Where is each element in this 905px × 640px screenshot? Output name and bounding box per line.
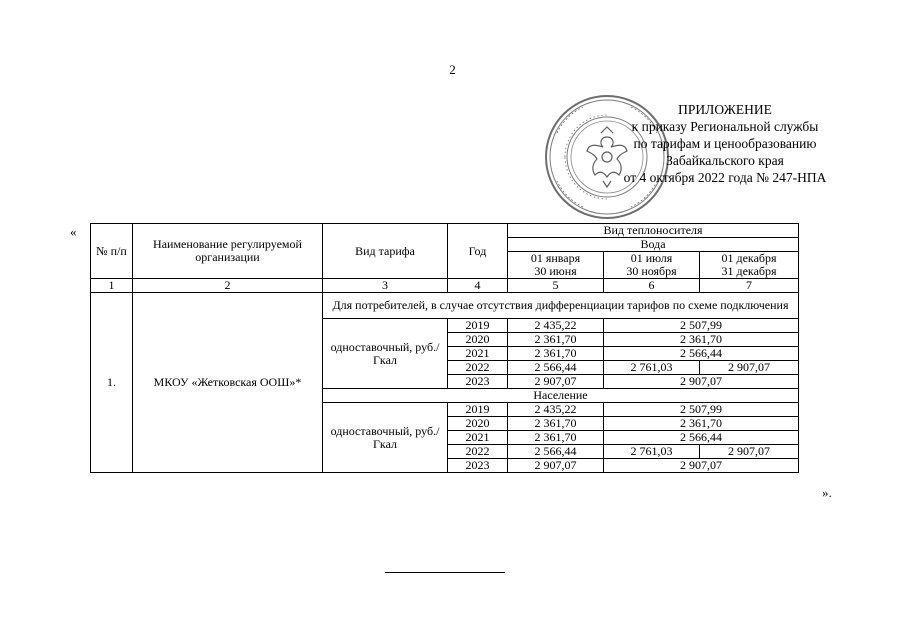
year-cell: 2022 [448,445,508,459]
column-number: 3 [323,279,448,293]
column-number: 1 [91,279,133,293]
tariff-value: 2 907,07 [508,459,604,473]
header-period-3 [700,252,799,279]
year-cell: 2023 [448,459,508,473]
header-water: Вода [508,238,799,252]
tariff-value: 2 361,70 [508,417,604,431]
tariff-value: 2 566,44 [508,361,604,375]
footnote-divider [385,572,505,573]
year-cell: 2021 [448,431,508,445]
tariff-value: 2 907,07 [508,375,604,389]
column-number: 7 [700,279,799,293]
tariff-value: 2 566,44 [508,445,604,459]
appendix-title: ПРИЛОЖЕНИЕ [678,102,772,117]
closing-quote: ». [822,485,832,500]
appendix-line-4: от 4 октября 2022 года № 247-НПА [623,170,827,185]
tariff-value: 2 907,07 [700,361,799,375]
header-period-1-start: 01 января [530,251,581,265]
year-cell: 2019 [448,319,508,333]
tariff-value: 2 761,03 [604,445,700,459]
year-cell: 2020 [448,333,508,347]
header-num: № п/п [91,224,133,279]
tariff-value: 2 907,07 [604,459,799,473]
header-year: Год [448,224,508,279]
tariff-value: 2 435,22 [508,403,604,417]
header-period-2-end: 30 ноября [626,264,677,278]
tariff-value: 2 435,22 [508,319,604,333]
year-cell: 2022 [448,361,508,375]
header-period-3-end: 31 декабря [721,264,777,278]
header-organization: Наименование регулируемой организации [133,224,323,279]
tariff-value: 2 761,03 [604,361,700,375]
opening-quote: « [70,224,77,239]
header-period-1-end: 30 июня [534,264,577,278]
appendix-line-3: Забайкальского края [666,153,784,168]
year-cell: 2021 [448,347,508,361]
header-coolant-type: Вид теплоносителя [508,224,799,238]
tariff-value: 2 566,44 [604,431,799,445]
year-cell: 2020 [448,417,508,431]
tariff-type: одноставочный, руб./Гкал [323,319,448,389]
year-cell: 2023 [448,375,508,389]
column-number: 6 [604,279,700,293]
tariff-value: 2 361,70 [508,431,604,445]
header-tariff-type: Вид тарифа [323,224,448,279]
header-period-2-start: 01 июля [630,251,673,265]
header-period-3-start: 01 декабря [721,251,777,265]
tariff-value: 2 507,99 [604,319,799,333]
page-number: 2 [449,62,456,77]
column-number: 2 [133,279,323,293]
organization-name: МКОУ «Жетковская ООШ»* [133,293,323,473]
tariff-value: 2 361,70 [604,333,799,347]
column-number: 5 [508,279,604,293]
tariff-value: 2 907,07 [604,375,799,389]
appendix-line-1: к приказу Региональной службы [631,119,819,134]
tariff-value: 2 361,70 [604,417,799,431]
tariff-value: 2 566,44 [604,347,799,361]
tariff-type: одноставочный, руб./Гкал [323,403,448,473]
section-title: Население [323,389,799,403]
tariff-value: 2 361,70 [508,333,604,347]
tariff-value: 2 507,99 [604,403,799,417]
tariff-table [90,223,799,473]
tariff-value: 2 361,70 [508,347,604,361]
appendix-header [600,101,850,186]
tariff-value: 2 907,07 [700,445,799,459]
header-period-1 [508,252,604,279]
header-period-2 [604,252,700,279]
row-number: 1. [91,293,133,473]
column-number: 4 [448,279,508,293]
year-cell: 2019 [448,403,508,417]
appendix-line-2: по тарифам и ценообразованию [633,136,817,151]
section-title: Для потребителей, в случае отсутствия дифференциации тарифов по схеме подключения [323,293,799,319]
